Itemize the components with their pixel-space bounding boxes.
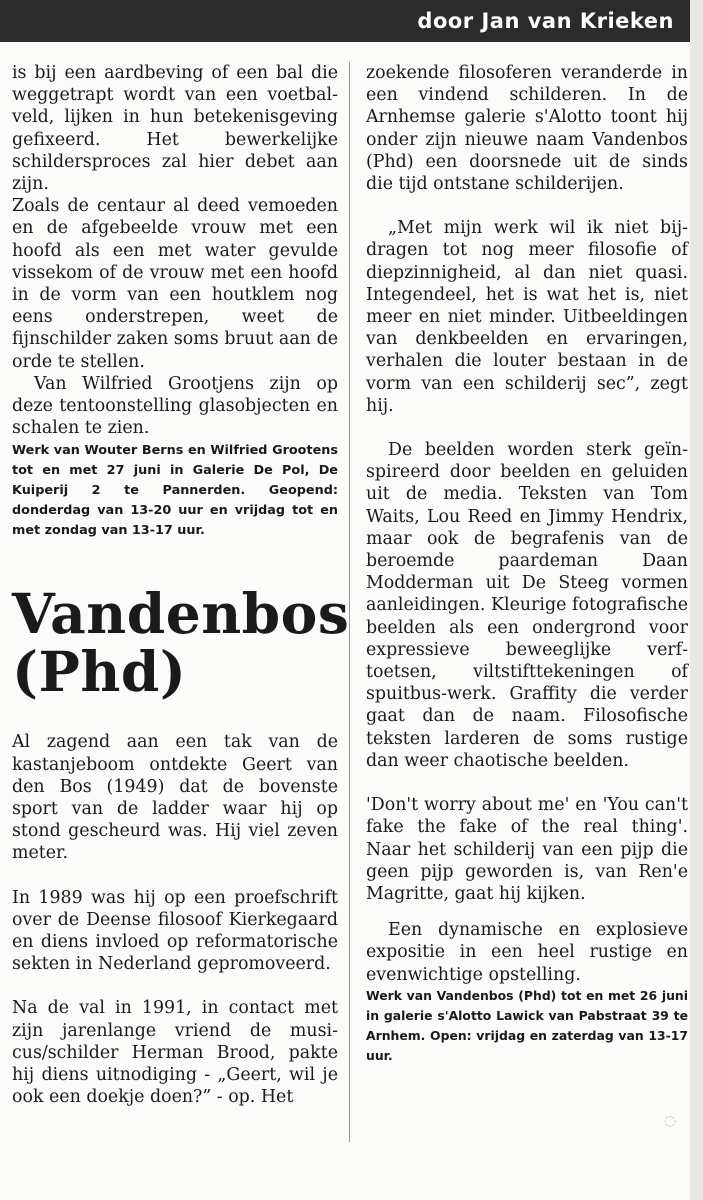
paragraph: Een dynamische en explosieve expositie in een heel rustige en evenwichtige opstelling.	[366, 920, 688, 985]
exhibition-credit: Werk van Vandenbos (Phd) tot en met 26 juni in galerie s'Alotto Lawick van Pabstraat 39 te Arnhem. Open: vrijdag en zaterdag van 13-17 uur.	[366, 987, 688, 1063]
left-column	[12, 62, 350, 1109]
paragraph: Na de val in 1991, in contact met zijn jarenlange vriend de musicus/schilder Herman Brood, pakte hij diens uitnodiging - „Geert, wil je ook een doekje doen?” - op. Het	[12, 998, 338, 1108]
paragraph: In 1989 was hij op een proefschrift over de Deense filosoof Kierkegaard en diens invloed op reformatorische sekten in Nederland gepromoveerd.	[12, 887, 338, 975]
paragraph: Zoals de centaur al deed vemoeden en de afgebeelde vrouw met een hoofd als een met water gevulde vissekom of de vrouw met een hoofd in de vorm van een houtklem nog eens onderstrepen, weet de fijnschilder zaken soms bruut aan de orde te stellen.	[12, 196, 338, 372]
author-byline: door Jan van Krieken	[417, 9, 674, 33]
column-divider	[349, 62, 350, 1142]
paragraph: Van Wilfried Grootjens zijn op deze tentoonstelling glasobjecten en schalen te zien.	[12, 373, 338, 439]
paragraph: De beelden worden sterk geïnspireerd door beelden en geluiden uit de media. Teksten van Tom Waits, Lou Reed en Jimmy Hendrix, maar ook de begrafenis van de beroemde paardeman Daan Modderman uit De Steeg vormen aanleidingen. Kleurige fotografische beelden als een ondergrond voor expressieve beweeglijke verftoetsen, viltstifttekeningen of spuitbus-werk. Graffity die verder gaat dan de naam. Filosofische teksten larderen de soms rustige dan weer chaotische beelden.	[366, 440, 688, 771]
right-column	[366, 62, 688, 1066]
article-heading	[12, 581, 350, 705]
paragraph: „Met mijn werk wil ik niet bijdragen tot nog meer filosofie of diepzinnigheid, al dan niet quasi. Integendeel, het is wat het is, niet meer en niet minder. Uitbeeldingen van denkbeelden en ervaringen, verhalen die louter bestaan in de vorm van een schilderij sec”, zegt hij.	[366, 218, 688, 416]
scan-mark: ◌	[664, 1113, 677, 1129]
paragraph: zoekende filosoferen veranderde in een vindend schilderen. In de Arnhemse galerie s'Alotto toont hij onder zijn nieuwe naam Vandenbos (Phd) een doorsnede uit de sinds die tijd ontstane schilderijen.	[366, 63, 688, 195]
paragraph: 'Don't worry about me' en 'You can't fake the fake of the real thing'. Naar het schilderij van een pijp die geen pijp geworden is, van Ren'e Magritte, gaat hij kijken.	[366, 795, 688, 904]
paragraph: Al zagend aan een tak van de kastanjeboom ontdekte Geert van den Bos (1949) dat de bovenste sport van de ladder waar hij op stond gescheurd was. Hij viel zeven meter.	[12, 732, 338, 864]
paragraph: is bij een aardbeving of een bal die weggetrapt wordt van een voetbalveld, lijken in hun betekenisgeving gefixeerd. Het bewerkelijke schildersproces zal hier debet aan zijn.	[12, 63, 338, 195]
exhibition-credit: Werk van Wouter Berns en Wilfried Grootens tot en met 27 juni in Galerie De Pol, De Kuiperij 2 te Pannerden. Geopend: donderdag van 13-20 uur en vrijdag tot en met zondag van 13-17 uur.	[12, 443, 338, 539]
heading-line: (Phd)	[12, 639, 187, 705]
heading-line: Vandenbos	[12, 581, 350, 647]
header-bar	[0, 0, 690, 42]
page-edge	[690, 0, 703, 1200]
